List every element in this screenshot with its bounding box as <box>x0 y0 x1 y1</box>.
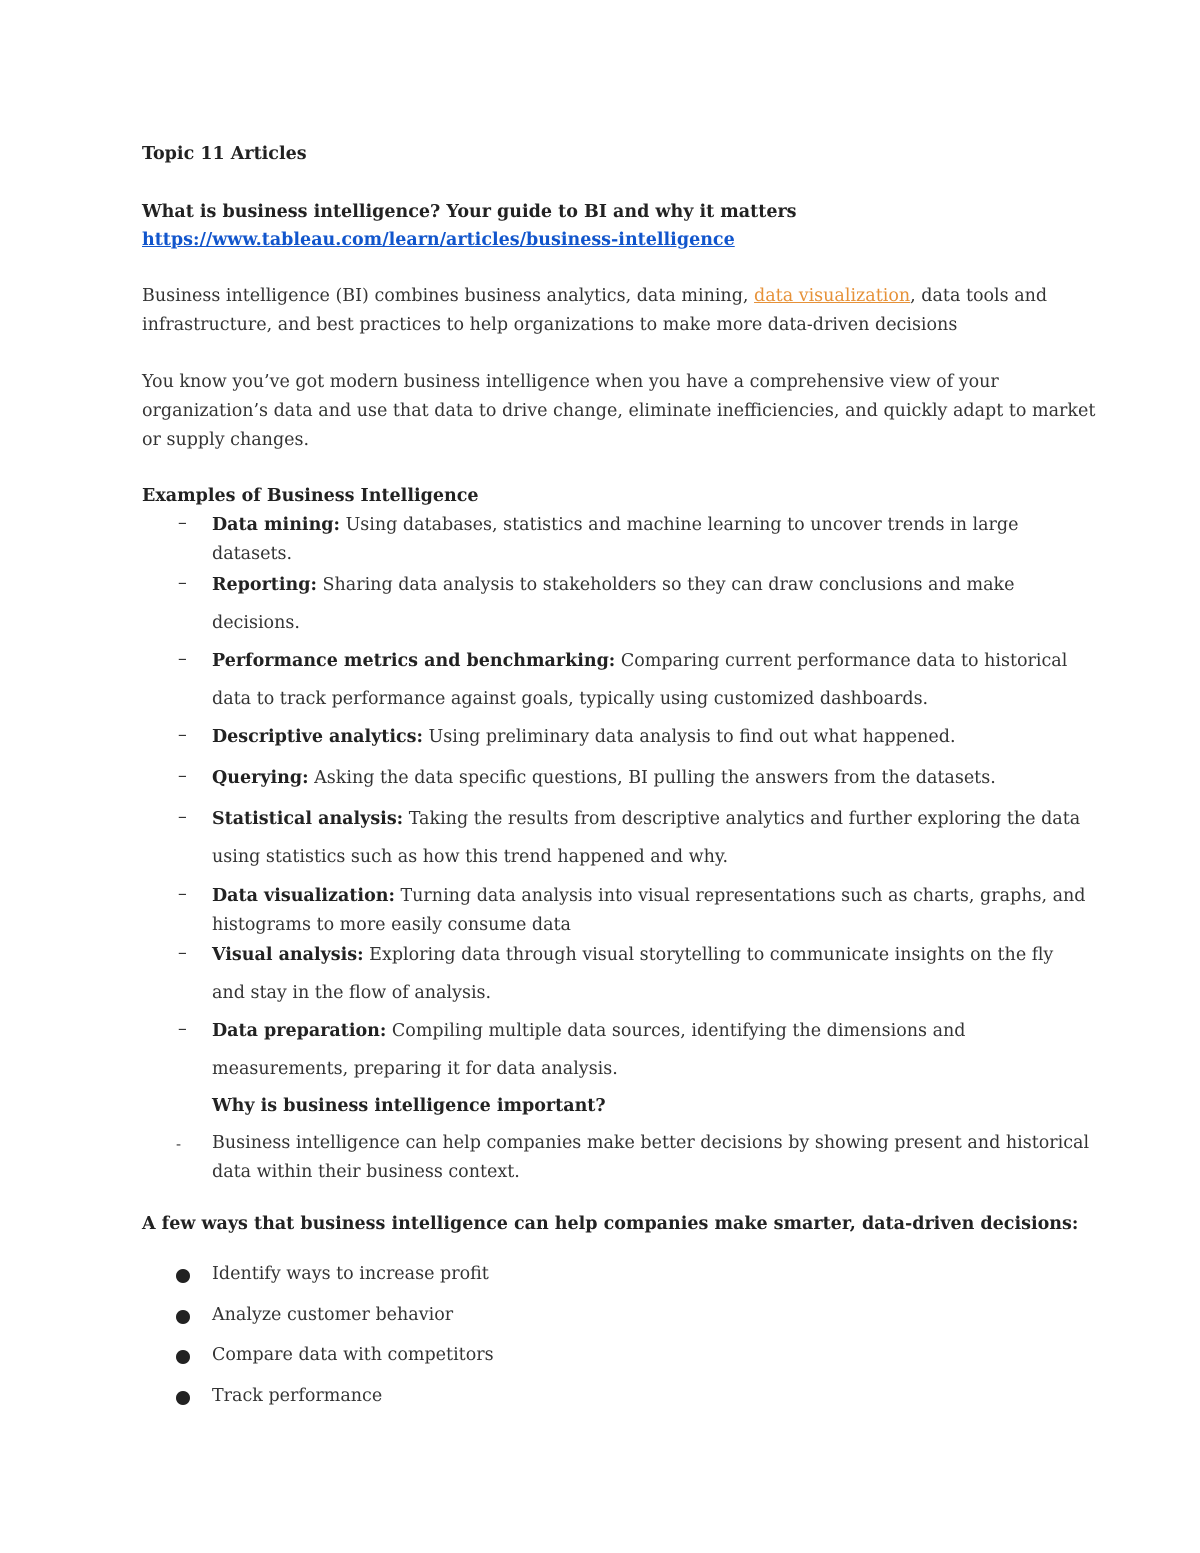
dash-marker: – <box>178 766 187 786</box>
example-desc: Taking the results from descriptive analytics and further exploring the data <box>403 809 1081 829</box>
dash-marker: – <box>178 725 187 745</box>
list-item: Analyze customer behavior <box>212 1305 454 1325</box>
example-continuation: decisions. <box>212 613 300 633</box>
list-item <box>212 729 956 747</box>
intro-text-before-link: Business intelligence (BI) combines business analytics, data mining, <box>142 286 755 306</box>
why-point-line1: Business intelligence can help companies make better decisions by showing present and historical <box>212 1133 1090 1153</box>
example-continuation: using statistics such as how this trend happened and why. <box>212 847 729 867</box>
dash-marker: – <box>178 884 187 904</box>
modern-bi-line1: You know you’ve got modern business intelligence when you have a comprehensive view of your <box>142 372 999 392</box>
example-term: Data mining: <box>212 515 340 535</box>
why-heading: Why is business intelligence important? <box>212 1096 606 1116</box>
dash-marker: – <box>178 943 187 963</box>
list-item: Identify ways to increase profit <box>212 1264 489 1284</box>
dash-marker: – <box>178 573 187 593</box>
list-item <box>212 653 1067 671</box>
article-url-link[interactable]: https://www.tableau.com/learn/articles/business-intelligence <box>142 230 735 250</box>
example-continuation: measurements, preparing it for data analysis. <box>212 1059 618 1079</box>
bullet-dot-icon <box>176 1350 190 1364</box>
list-item: Compare data with competitors <box>212 1345 494 1365</box>
examples-heading: Examples of Business Intelligence <box>142 486 479 506</box>
list-item <box>212 1023 965 1041</box>
intro-text-after-link: , data tools and <box>910 286 1048 306</box>
intro-paragraph-line1 <box>142 288 1047 306</box>
data-visualization-link[interactable]: data visualization <box>754 286 911 306</box>
example-continuation: histograms to more easily consume data <box>212 915 571 935</box>
example-term: Data visualization: <box>212 886 395 906</box>
dash-marker: – <box>178 649 187 669</box>
list-item: Track performance <box>212 1386 383 1406</box>
example-term: Data preparation: <box>212 1021 387 1041</box>
example-desc: Comparing current performance data to historical <box>615 651 1068 671</box>
modern-bi-line2: organization’s data and use that data to drive change, eliminate inefficiencies, and quickly adapt to market <box>142 401 1096 421</box>
dash-marker: – <box>178 1019 187 1039</box>
example-desc: Using preliminary data analysis to find out what happened. <box>422 727 956 747</box>
dash-marker: – <box>178 807 187 827</box>
example-continuation: and stay in the flow of analysis. <box>212 983 492 1003</box>
example-desc: Sharing data analysis to stakeholders so they can draw conclusions and make <box>316 575 1015 595</box>
example-term: Visual analysis: <box>212 945 364 965</box>
bullet-dot-icon <box>176 1391 190 1405</box>
example-desc: Asking the data specific questions, BI pulling the answers from the datasets. <box>308 768 996 788</box>
example-desc: Exploring data through visual storytelling to communicate insights on the fly <box>363 945 1054 965</box>
example-desc: Using databases, statistics and machine learning to uncover trends in large <box>340 515 1019 535</box>
example-continuation: datasets. <box>212 544 293 564</box>
list-item <box>212 517 1018 535</box>
why-dash-marker: - <box>176 1135 182 1153</box>
example-term: Descriptive analytics: <box>212 727 423 747</box>
modern-bi-line3: or supply changes. <box>142 430 310 450</box>
bullet-dot-icon <box>176 1310 190 1324</box>
example-term: Statistical analysis: <box>212 809 404 829</box>
example-desc: Turning data analysis into visual representations such as charts, graphs, and <box>394 886 1086 906</box>
example-term: Performance metrics and benchmarking: <box>212 651 616 671</box>
why-point-line2: data within their business context. <box>212 1162 520 1182</box>
example-term: Reporting: <box>212 575 317 595</box>
intro-paragraph-line2: infrastructure, and best practices to help organizations to make more data-driven decisions <box>142 315 958 335</box>
list-item <box>212 947 1053 965</box>
topic-title: Topic 11 Articles <box>142 144 307 164</box>
example-desc: Compiling multiple data sources, identifying the dimensions and <box>386 1021 966 1041</box>
list-item <box>212 770 996 788</box>
list-item <box>212 811 1080 829</box>
bullet-dot-icon <box>176 1269 190 1283</box>
ways-heading: A few ways that business intelligence can help companies make smarter, data-driven decisions: <box>142 1214 1079 1234</box>
list-item <box>212 577 1015 595</box>
list-item <box>212 888 1086 906</box>
example-continuation: data to track performance against goals, typically using customized dashboards. <box>212 689 929 709</box>
article-title: What is business intelligence? Your guide to BI and why it matters <box>142 202 797 222</box>
example-term: Querying: <box>212 768 309 788</box>
dash-marker: – <box>178 513 187 533</box>
